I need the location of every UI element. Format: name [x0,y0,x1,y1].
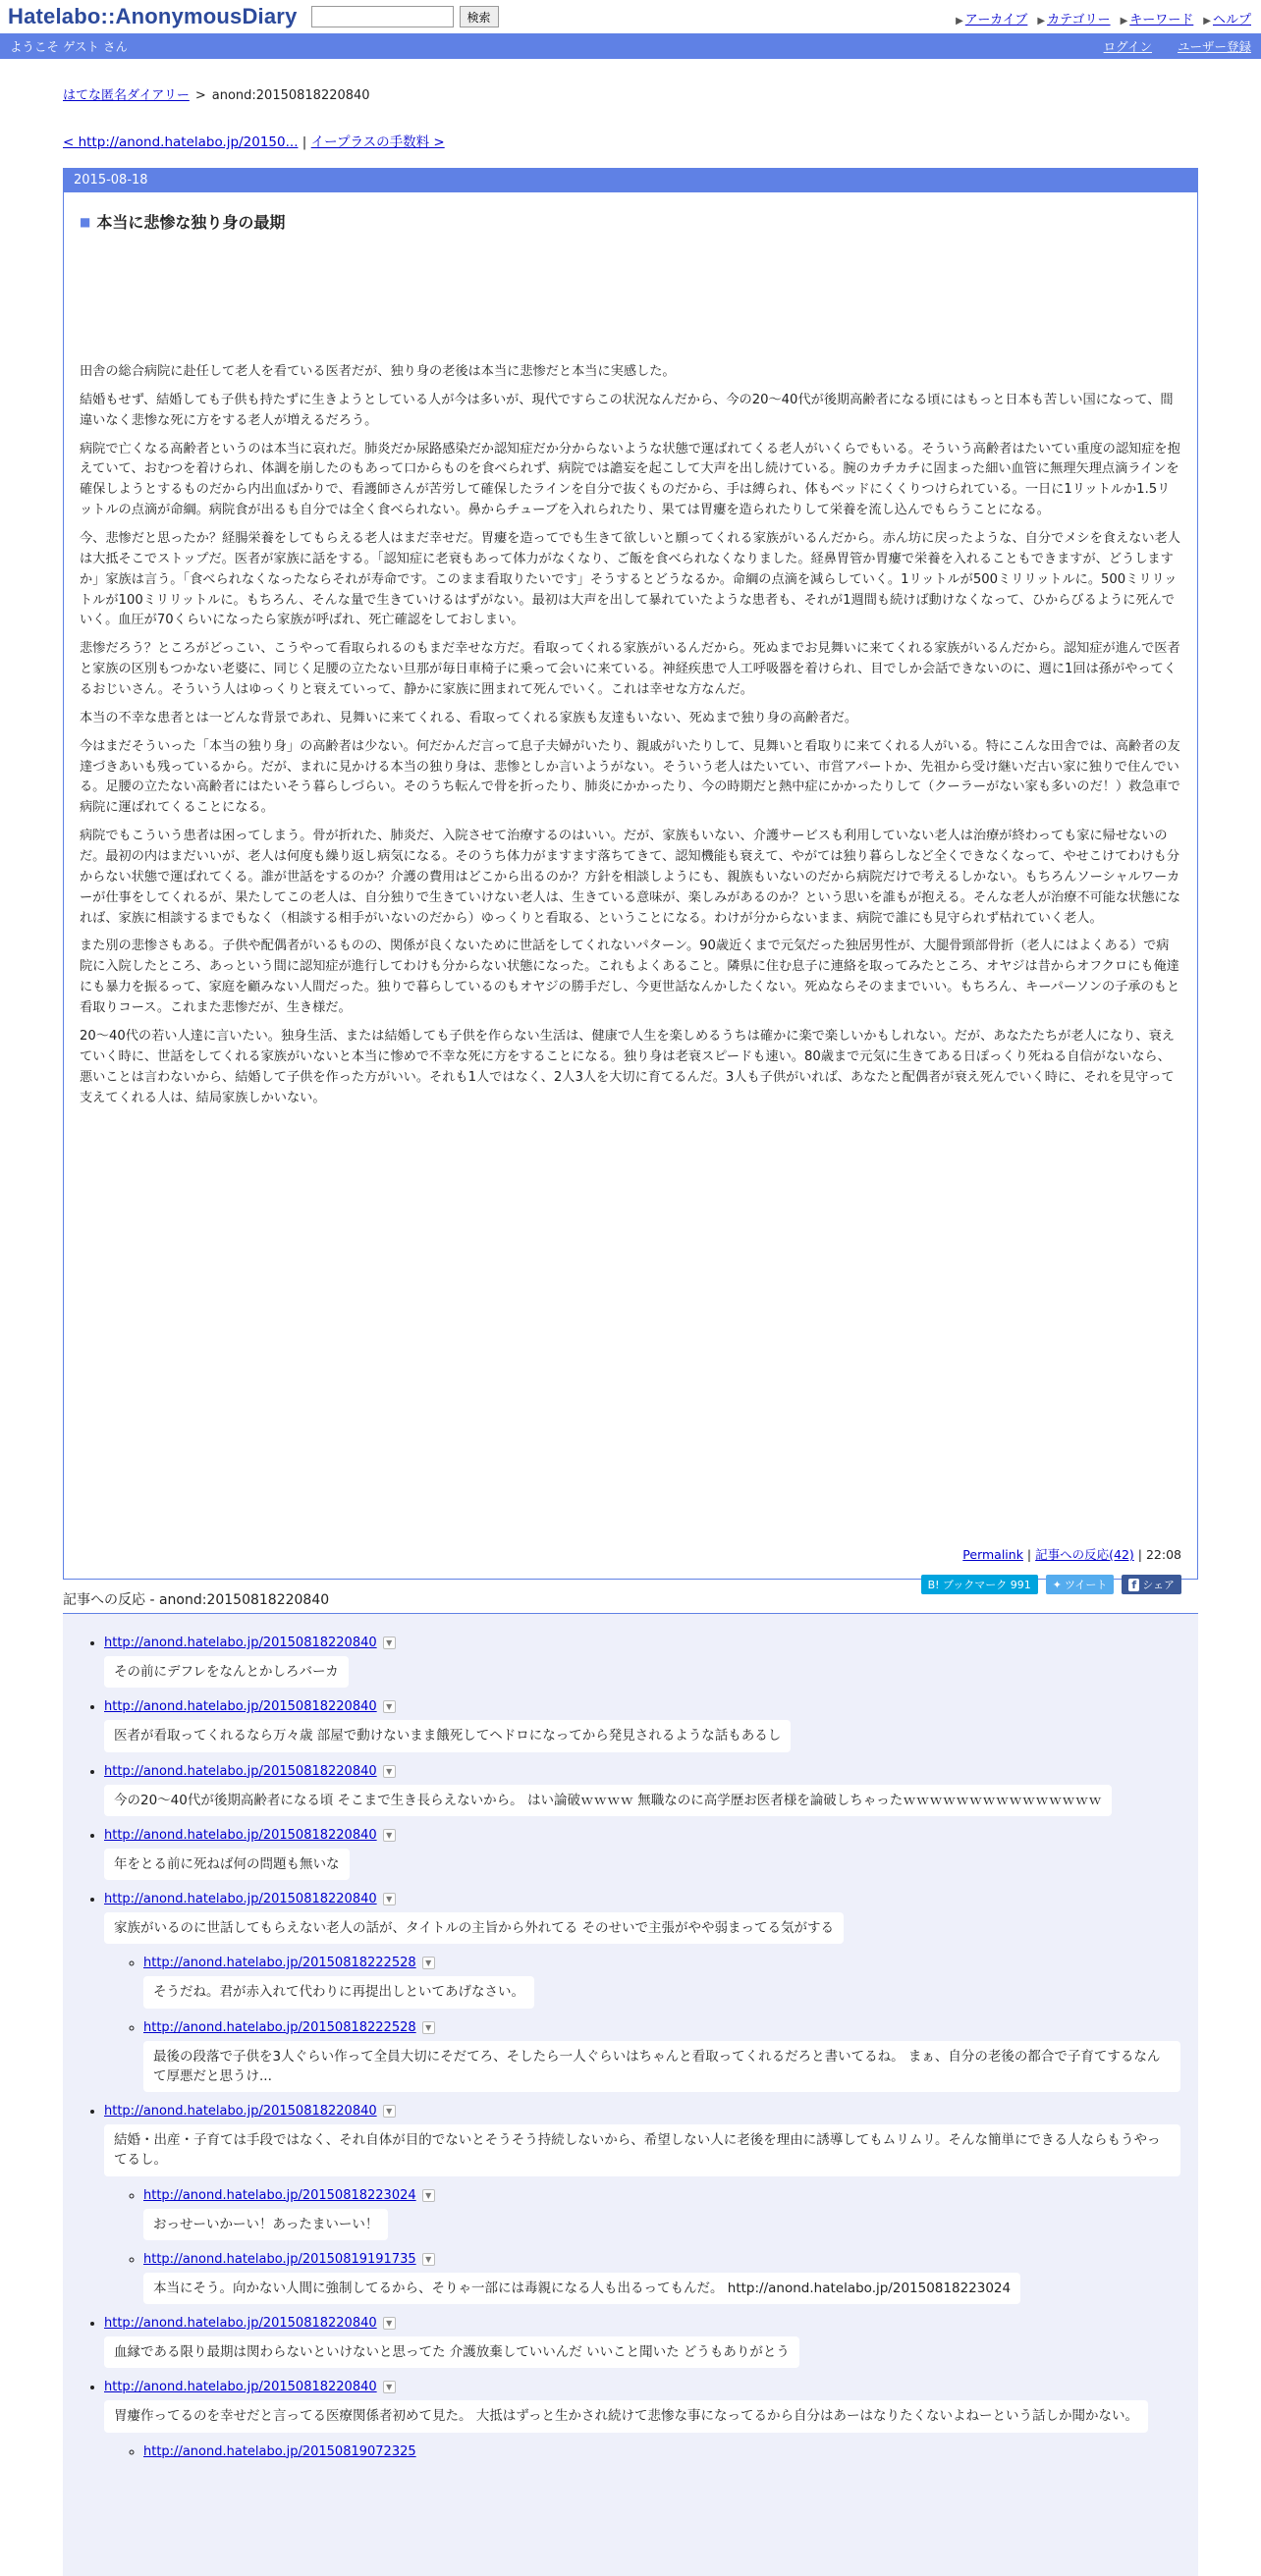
chevron-down-icon[interactable]: ▼ [422,1957,435,1969]
reaction-url[interactable]: http://anond.hatelabo.jp/20150818222528 [143,2019,416,2035]
entry-paragraph: 田舎の総合病院に赴任して老人を看ている医者だが、独り身の老後は本当に悲惨だと本当に実感した。 [80,364,676,379]
breadcrumb-current: anond:20150818220840 [211,88,370,103]
reaction-url[interactable]: http://anond.hatelabo.jp/20150818223024 [143,2187,416,2203]
reaction-url[interactable]: http://anond.hatelabo.jp/20150819072325 [143,2443,416,2459]
breadcrumb-separator: > [194,88,206,103]
arrow-icon: ▶ [1203,16,1211,27]
nav-archive [956,9,1027,27]
reaction-text: 年をとる前に死ねば何の問題も無いな [104,1849,350,1880]
reaction-text: 今の20〜40代が後期高齢者になる頃 そこまで生き長らえないから。 はい論破ｗｗｗｗ 無職なのに高学歴お医者様を論破しちゃったｗｗｗｗｗｗｗｗｗｗｗｗｗｗｗ [104,1785,1112,1816]
entry-paragraph: 今、悲惨だと思ったか？経腸栄養をしてもらえる老人はまだ幸せだ。胃瘻を造ってでも生きて欲しいと願ってくれる家族がいるんだから。赤ん坊に戻ったような、自分でメシを食えない老人は大抵そこでストップだ。医者が家族に話をする。「認知症に老衰もあって体力がなくなり、ご飯を食べられなくなりました。経鼻胃管か胃瘻で栄養を入れることもできますが、どうしますか」家族は言う。「食べられなくなったならそれが寿命です。このまま看取りたいです」そうするとどうなるか。命綱の点滴を減らしていく。1リットルが500ミリリットルに。500ミリリットルが100ミリリットルに。もちろん、そんな量で生きていけるはずがない。最初は大声を出して暴れていたような患者も、それが1週間も続けば動けなくなって、ひからびるように死んでいく。血圧が70くらいになったら家族が呼ばれ、死亡確認をしておしまい。 [80,531,1180,628]
breadcrumb-home[interactable]: はてな匿名ダイアリー [63,88,190,103]
reaction-url[interactable]: http://anond.hatelabo.jp/20150819191735 [143,2251,416,2267]
reaction-item [104,2380,1182,2458]
reaction-reply [143,2188,1182,2240]
reaction-item [104,1699,1182,1751]
nav-keyword [1121,9,1194,27]
entry-paragraph: 本当の不幸な患者とは一どんな背景であれ、見舞いに来てくれる、看取ってくれる家族も友達もいない、死ぬまで独り身の高齢者だ。 [80,710,858,725]
reaction-item [104,1636,1182,1688]
reaction-url[interactable]: http://anond.hatelabo.jp/20150818220840 [104,1892,377,1906]
chevron-down-icon[interactable]: ▼ [383,1637,396,1649]
reaction-text: おっせーいかーい！あったまいーい！ [143,2209,388,2240]
reaction-item [104,1828,1182,1880]
main-container [63,84,1198,2576]
reaction-url[interactable]: http://anond.hatelabo.jp/20150818220840 [104,2104,377,2119]
reaction-reply [143,2252,1182,2304]
search-button[interactable]: 検索 [460,6,499,27]
reaction-url[interactable]: http://anond.hatelabo.jp/20150818220840 [104,1827,377,1843]
reaction-text: そうだね。君が赤入れて代わりに再提出しといてあげなさい。 [143,1976,534,2008]
entry-paragraph: また別の悲惨さもある。子供や配偶者がいるものの、関係が良くないために世話をしてくれないパターン。90歳近くまで元気だった独居男性が、大腿骨頸部骨折（老人にはよくある）で病院に入院したところ、あっという間に認知症が進行してわけも分からない状態になった。これもよくあること。隣県に住む息子に連絡を取ってみたところ、オヤジは昔からオフクロにも俺達にも暴力を振るって、家庭を顧みない人間だった。独りで暮らしているのもオヤジの勝手だし、今更世話なんかしたくない。死ぬならそのままでいい。もちろん、キーパーソンの子承のもと看取りコース。これまた悲惨だが、生き様だ。 [80,939,1180,1016]
share-buttons [921,1575,1181,1594]
chevron-down-icon[interactable]: ▼ [422,2189,435,2202]
reactions-link[interactable]: 記事への反応(42) [1035,1547,1134,1562]
nav-archive-link[interactable]: アーカイブ [964,13,1028,27]
reaction-url[interactable]: http://anond.hatelabo.jp/20150818220840 [104,1763,377,1779]
chevron-down-icon[interactable]: ▼ [383,1893,396,1905]
entry-section [63,168,1198,1591]
chevron-down-icon[interactable]: ▼ [383,2381,396,2393]
reaction-text: 結婚・出産・子育ては手段ではなく、それ自体が目的でないとそうそう持続しないから、希望しない人に老後を理由に誘導してもムリムリ。そんな簡単にできる人ならもうやってるし。 [104,2124,1180,2176]
entry-date: 2015-08-18 [64,169,1197,192]
entry-paragraph: 20〜40代の若い人達に言いたい。独身生活、または結婚しても子供を作らない生活は、健康で人生を楽しめるうちは確かに楽で楽しいかもしれない。だが、あなたたちが老人になり、衰えていく時に、世話をしてくれる家族がいないと本当に惨めで不幸な死に方をすることになる。独り身は老衰スピードも速い。80歳まで元気に生きてある日ぽっくり死ねる自信がないなら、悪いことは言わないから、結婚して子供を作った方がいい。それも1人ではなく、2人3人を大切に育てるんだ。3人も子供がいれば、あなたと配偶者が衰え死んでいく時に、それを見守って支えてくれる人は、結局家族しかいない。 [80,1028,1175,1105]
reactions-list [63,1614,1198,2576]
arrow-icon: ▶ [1120,16,1128,27]
entry-paragraph: 今はまだそういった「本当の独り身」の高齢者は少ない。何だかんだ言って息子夫婦がいたり、親戚がいたりして、見舞いと看取りに来てくれる人がいる。特にこんな田舎では、高齢者の友達づきあいも残っているから。だが、まれに見かける本当の独り身は、悲惨としか言いようがない。そういう老人はたいてい、市営アパートか、先祖から受け継いだ古い家に独りで住んでいる。足腰の立たない高齢者にはたいそう暮らしづらい。そのうち転んで骨を折ったり、肺炎にかかったり、今の時期だと熱中症にかかったりして（クーラーがない家も多いのだ！）救急車で病院に運ばれてくることになる。 [80,738,1180,816]
entry-footer: Permalink | 記事への反応(42) | 22:08 [962,1547,1181,1562]
account-links [1104,37,1251,55]
reaction-url[interactable]: http://anond.hatelabo.jp/20150818220840 [104,1699,377,1715]
reaction-item [104,2316,1182,2368]
nav-category [1037,9,1110,27]
register-link[interactable]: ユーザー登録 [1177,39,1251,54]
reaction-reply [143,2444,1182,2459]
welcome-bar [0,33,1261,59]
reaction-text: 家族がいるのに世話してもらえない老人の話が、タイトルの主旨から外れてる そのせいで主張がやや弱まってる気がする [104,1912,844,1944]
chevron-down-icon[interactable]: ▼ [422,2253,435,2266]
entry-title [80,210,1181,233]
reaction-url[interactable]: http://anond.hatelabo.jp/20150818220840 [104,2380,377,2395]
reaction-reply [143,1956,1182,2008]
reaction-reply [143,2020,1182,2093]
reaction-text: 本当にそう。向かない人間に強制してるから、そりゃ一部には毒親になる人も出るってもんだ。 http://anond.hatelabo.jp/20150818223024 [143,2273,1020,2304]
nav-keyword-link[interactable]: キーワード [1129,13,1194,27]
chevron-down-icon[interactable]: ▼ [383,2105,396,2118]
entry-paragraph: 病院で亡くなる高齢者というのは本当に哀れだ。肺炎だか尿路感染だか認知症だか分からないような状態で運ばれてくる老人がいくらでもいる。そういう高齢者はたいてい重度の認知症を抱えていて、おむつを着けられ、体調を崩したのもあって口からものを食べられず、病院では譫妄を起こして大声を出し続けている。腕のカチカチに固まった細い血管に無理矢理点滴ラインを確保しようとするものだから内出血ばかりで、看護師さんが苦労して確保したラインを自分で抜くものだから、手は縛られ、体もベッドにくくりつけられている。一日に1リットルか1.5リットルの点滴が命綱。病院食が出るも自分では全く食べられない。鼻からチューブを入れられたり、果ては胃瘻を造られたりして栄養を流し込んでもらうことになる。 [80,441,1180,518]
reaction-text: 医者が看取ってくれるなら万々歳 部屋で動けないまま餓死してヘドロになってから発見されるような話もあるし [104,1720,791,1751]
permalink[interactable]: Permalink [962,1547,1023,1562]
search-form [311,6,499,27]
reaction-text: 血縁である限り最期は関わらないといけないと思ってた 介護放棄していいんだ いいこと聞いた どうもありがとう [104,2336,799,2368]
chevron-down-icon[interactable]: ▼ [383,1829,396,1842]
chevron-down-icon[interactable]: ▼ [422,2021,435,2034]
reaction-text: 最後の段落で子供を3人ぐらい作って全員大切にそだてろ、そしたら一人ぐらいはちゃんと看取ってくれるだろと書いてるね。 まぁ、自分の老後の都合で子育てするなんて厚悪だと思うけ... [143,2041,1180,2093]
facebook-icon: f [1128,1579,1139,1591]
chevron-down-icon[interactable]: ▼ [383,1700,396,1713]
pager-divider: | [302,134,307,150]
entry-pager [63,131,1198,150]
entry-title-text: 本当に悲惨な独り身の最期 [96,213,286,232]
twitter-bird-icon: ✦ [1052,1579,1062,1591]
tweet-label: ツイート [1064,1579,1108,1591]
entry-body [64,192,1197,1591]
arrow-icon: ▶ [956,16,963,27]
site-logo[interactable]: Hatelabo::AnonymousDiary [8,4,298,28]
entry-paragraph: 病院でもこういう患者は困ってしまう。骨が折れた、肺炎だ、入院させて治療するのはいい。だが、家族もいない、介護サービスも利用していない老人は治療が終わっても家に帰せないのだ。最初の内はまだいいが、老人は何度も繰り返し病気になる。そのうち体力がますます落ちてきて、認知機能も衰えて、やがては独り暮らしなど全くできなくなって、やせこけてわけも分からない状態で運ばれてくる。誰が世話をするのか？介護の費用はどこから出るのか？方針を相談しようにも、親族もいないのだから病院だけで考えるしかない。もちろんソーシャルワーカーが仕事をしてくれるが、果たしてこの老人は、自分独りで生きていけない老人は、生きている意味が、楽しみがあるのか？という思いを誰もが抱える。そんな老人が治療不可能な状態になれば、家族に相談するまでもなく（相談する相手がいないのだから）ゆっくりと看取る、ということになる。わけが分からないまま、病院で誰にも見守られず枯れていく老人。 [80,829,1180,926]
entry-paragraph: 悲惨だろう？ところがどっこい、こうやって看取られるのもまだ幸せな方だ。看取ってくれる家族がいるんだから。死ぬまでお見舞いに来てくれる家族がいるんだから。認知症が進んで医者と家族の区別もつかない老婆に、同じく足腰の立たない旦那が毎日車椅子に乗って会いに来ている。神経疾患で人工呼吸器を着けられ、目でしか会話できないのに、週に1回は孫がやってくるおじいさん。そういう人はゆっくりと衰えていって、静かに家族に囲まれて死んでいく。これは幸せな方なんだ。 [80,641,1180,698]
hatena-bookmark-button[interactable]: B! ブックマーク 991 [921,1575,1038,1594]
tweet-button[interactable] [1046,1575,1115,1594]
reaction-text: 胃瘻作ってるのを幸せだと言ってる医療関係者初めて見た。 大抵はずっと生かされ続けて悲惨な事になってるから自分はあーはなりたくないよねーという話しか聞かない。 [104,2400,1148,2432]
top-banner [0,0,1261,33]
entry-time: 22:08 [1145,1547,1181,1562]
global-nav [956,9,1251,27]
next-entry-link[interactable]: イープラスの手数料 > [310,134,445,150]
nav-help-link[interactable]: ヘルプ [1212,13,1251,27]
breadcrumb [63,84,1198,103]
chevron-down-icon[interactable]: ▼ [383,1765,396,1778]
facebook-share-label: シェア [1142,1579,1175,1591]
title-square-icon[interactable]: ■ [80,214,91,229]
nav-help [1203,9,1251,27]
reaction-item [104,1892,1182,2092]
entry-text [80,362,1181,1108]
search-input[interactable] [311,6,454,27]
arrow-icon: ▶ [1037,16,1046,27]
reaction-url[interactable]: http://anond.hatelabo.jp/20150818220840 [104,2316,377,2331]
reaction-item [104,1764,1182,1816]
welcome-text: ようこそ ゲスト さん [10,39,128,54]
entry-paragraph: 結婚もせず、結婚しても子供も持たずに生きようとしている人が今は多いが、現代ですらこの状況なんだから、今の20〜40代が後期高齢者になる頃にはもっと日本も苦しい国になって、間違いなく悲惨な死に方をする老人が増えるだろう。 [80,392,1174,428]
reaction-item [104,2104,1182,2304]
facebook-share-button[interactable] [1122,1575,1181,1594]
prev-entry-link[interactable]: < http://anond.hatelabo.jp/20150... [63,134,299,150]
reactions-title: 記事への反応 - anond:20150818220840 [63,1589,1198,1614]
reaction-text: その前にデフレをなんとかしろバーカ [104,1656,349,1688]
nav-category-link[interactable]: カテゴリー [1047,13,1111,27]
reaction-url[interactable]: http://anond.hatelabo.jp/20150818220840 [104,1636,377,1650]
reaction-url[interactable]: http://anond.hatelabo.jp/20150818222528 [143,1956,416,1971]
chevron-down-icon[interactable]: ▼ [383,2317,396,2330]
login-link[interactable]: ログイン [1103,39,1152,54]
